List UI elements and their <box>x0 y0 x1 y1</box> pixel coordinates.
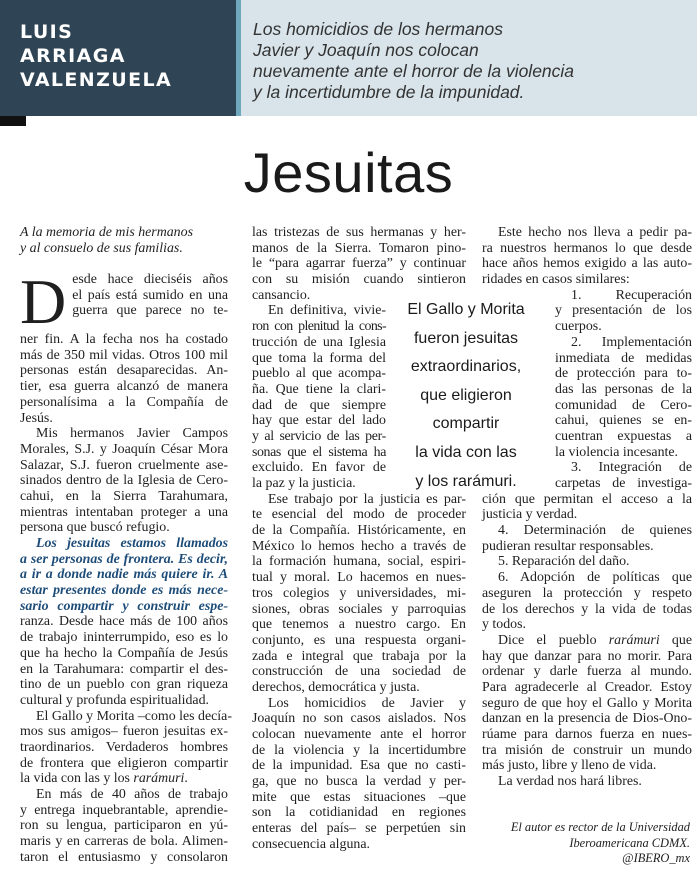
text-line: personas están desaparecidas. An- <box>20 363 228 379</box>
deck-line: Los homicidios de los hermanos <box>253 19 503 39</box>
column-header <box>0 0 697 116</box>
deck-summary <box>241 0 697 116</box>
author-name-line: VALENZUELA <box>20 69 173 91</box>
author-name-box <box>0 0 241 116</box>
pull-quote-line: El Gallo y Morita <box>407 301 525 318</box>
highlight-line: estar presentes donde es más nece- <box>20 583 228 599</box>
text-line: la paz y la justicia. <box>252 476 356 491</box>
text-line: de trabajo ininterrumpido, eso es lo <box>20 630 228 646</box>
pull-quote-line: que eligieron <box>420 386 512 404</box>
text-line: de la Compañía. Históricamente, en <box>252 523 466 539</box>
text-line: con su misión cuando sintieron <box>252 272 466 288</box>
text-line: la violencia incesante. <box>555 444 679 460</box>
pull-quote-line: y los rarámuri. <box>415 472 517 490</box>
highlight-line: Los jesuitas estamos llamados <box>36 536 228 551</box>
article-column-1 <box>20 225 232 865</box>
text-line: trucción de una Iglesia <box>252 334 386 350</box>
text-line: cahui, quienes se en- <box>555 413 692 429</box>
text-line: que ha hecho la Compañía de Jesús <box>20 645 228 661</box>
text-line: ra nuestros hermanos lo que desde <box>482 240 692 256</box>
text-line: das las personas de la <box>555 381 692 397</box>
text-line: zada e integral que trabaja por la <box>252 648 466 664</box>
text-line: En definitiva, vivie- <box>268 303 386 319</box>
text-line: carpetas de investiga- <box>555 476 692 491</box>
text-line: persona que buscó refugio. <box>20 520 170 536</box>
drop-cap: D <box>20 266 67 338</box>
text-line: hay que danzar para no morir. Para <box>482 648 692 664</box>
text-line: dad de que siempre <box>252 397 386 413</box>
text-line: cansancio. <box>252 287 311 303</box>
text-line: de los derechos y la vida de todas <box>482 601 692 617</box>
text-line: y al servicio de las per- <box>252 428 386 444</box>
text-line: siones, obras sociales y parroquias <box>252 601 466 617</box>
emphasis-word: rarámuri <box>608 632 660 648</box>
highlight-line: sario compartir y construir espe- <box>20 598 228 614</box>
text-line: ordenar y darle fuerza al mundo. <box>482 664 692 680</box>
text-line: hace años hemos exigido a las auto- <box>482 256 692 272</box>
dedication-line: A la memoria de mis hermanos <box>20 225 193 240</box>
text-line: cahui, en la Sierra Tarahumara, <box>20 488 228 504</box>
text-line: de la violencia y la incertidumbre <box>252 742 466 758</box>
text-line: Este hecho nos lleva a pedir pa- <box>498 225 692 240</box>
text-line: rúame para darnos fuerza en nues- <box>482 727 692 742</box>
text-line: que toma la forma del <box>252 350 386 366</box>
text-line: son la cotidianidad en regiones <box>252 805 466 821</box>
highlight-line: a ir a donde nadie más quiere ir. A <box>20 567 228 583</box>
pull-quote-line: extraordinarios, <box>410 358 522 376</box>
text-line: tra misión de construir un mundo <box>482 742 692 758</box>
text-line: construcción de una sociedad de <box>252 664 466 680</box>
text-line: cuentran expuestas a <box>555 428 692 444</box>
author-note-line: @IBERO_mx <box>622 851 690 865</box>
text-line: mite que estas situaciones –que <box>252 789 466 805</box>
text-line: 3. Integración de <box>571 460 692 476</box>
text-line: mientras intentaban proteger a una <box>20 504 228 520</box>
pull-quote-line: fueron jesuitas <box>413 329 519 347</box>
text-line: La verdad nos hará libres. <box>498 774 642 790</box>
text-line: ga, que no busca la verdad y per- <box>252 774 466 790</box>
text-line: y presentación de los <box>555 303 692 319</box>
text-line: 6. Adopción de políticas que <box>498 570 692 586</box>
text-line: tual y moral. Lo hacemos en nues- <box>252 570 466 586</box>
text-line: ner fin. A la fecha nos ha costado <box>20 332 228 348</box>
text-line: colocan nuevamente ante el horror <box>252 727 466 742</box>
dedication-line: y al consuelo de sus familias. <box>20 240 183 256</box>
highlight-line: a ser personas de frontera. Es decir, <box>20 551 228 567</box>
text-line: Los homicidios de Javier y <box>268 695 466 711</box>
text-line: de la impunidad. Esa que no casti- <box>252 758 466 774</box>
author-name-line: ARRIAGA <box>20 45 126 67</box>
opening-paragraph <box>20 266 228 426</box>
text-line: Jesús. <box>20 410 53 426</box>
text-line: de frontera que eligieron compartir <box>20 755 228 771</box>
text-line: en la Tarahumara: compartir el des- <box>20 661 228 677</box>
text-line: traordinarios. Verdaderos hombres <box>20 739 228 755</box>
text-line: derechos, democrática y justa. <box>252 679 420 695</box>
text-line: excluido. En favor de <box>252 460 386 476</box>
article-column-3 <box>482 225 692 790</box>
text-line: cuerpos. <box>555 319 602 335</box>
text-line: y todos. <box>482 617 526 633</box>
text-line: 4. Determinación de quienes <box>498 523 692 539</box>
text-line: conjunto, es una respuesta organi- <box>252 632 466 648</box>
text-line: Morales, S.J. y Joaquín César Mora <box>20 441 228 457</box>
author-note-line: El autor es rector de la Universidad <box>510 820 690 834</box>
text-line: la vida con las y los rarámuri. <box>20 771 188 787</box>
text-line: sonas que el sistema ha <box>252 444 386 460</box>
text-line: ña. Que tiene la clari- <box>252 381 386 397</box>
text-line: ranza. Desde hace más de 100 años <box>20 614 228 630</box>
text-line: Salazar, S.J. fueron cruelmente ase- <box>20 457 228 473</box>
text-line: le “para agarrar fuerza” y continuar <box>252 256 466 272</box>
text-line: México lo hemos hecho a través de <box>252 538 466 554</box>
text-line: ron su lengua, participaron en yú- <box>20 818 228 834</box>
text-line: 2. Implementación <box>571 334 692 350</box>
author-note-line: Iberoamericana CDMX. <box>569 835 690 850</box>
text-line: maris y en carreras de bola. Alimen- <box>20 834 228 850</box>
text-line: 1. Recuperación <box>571 287 692 303</box>
text-line: enteras del país– se perpetúen sin <box>252 821 466 837</box>
accent-bar <box>0 116 26 126</box>
text-line: Dice el pueblo rarámuri que <box>498 632 692 648</box>
text-line: guerra que parece no te- <box>72 303 228 319</box>
text-line: te esencial del modo de proceder <box>252 507 466 523</box>
text-line: tier, esa guerra alcanzó de manera <box>20 379 228 395</box>
author-note <box>482 820 690 867</box>
text-line: 5. Reparación del daño. <box>498 554 630 570</box>
text-line: sinados dentro de la Iglesia de Cero- <box>20 473 228 489</box>
pull-quote-line: la vida con las <box>415 443 517 461</box>
text-line: comunidad de Cero- <box>555 397 692 413</box>
text-line: mos sus amigos– fueron jesuitas ex- <box>20 724 228 740</box>
text-line: de protección para to- <box>555 366 692 382</box>
text-line: el país está sumido en una <box>72 287 228 303</box>
text-line: El Gallo y Morita –como les decía- <box>36 708 232 724</box>
text-line: En más de 40 años de trabajo <box>36 787 228 802</box>
text-line: justicia y verdad. <box>482 507 578 523</box>
text-line: consecuencia alguna. <box>252 836 371 852</box>
text-line: Joaquín no son casos aislados. Nos <box>252 711 466 727</box>
text-line: ridades en casos similares: <box>482 272 630 288</box>
text-line: inmediata de medidas <box>555 350 692 366</box>
text-line: tino de un pueblo con gran riqueza <box>20 677 228 693</box>
text-line: cultural y profunda espiritualidad. <box>20 692 210 708</box>
text-line: aseguren la protección y respeto <box>482 585 692 601</box>
text-line: ción que permitan el acceso a la <box>482 491 692 507</box>
text-line: pudieran resultar responsables. <box>482 538 654 554</box>
emphasis-word: rarámuri <box>133 771 185 787</box>
text-line: tros colegios y universidades, mi- <box>252 585 466 601</box>
text-line: pueblo al que acompa- <box>252 366 386 382</box>
text-line: seguro de que hoy el Gallo y Morita <box>482 695 692 711</box>
text-line: más de 350 mil vidas. Otros 100 mil <box>20 347 228 363</box>
text-line: y entrega inquebrantable, aprendie- <box>20 802 228 818</box>
text-line: esde hace dieciséis años <box>72 272 228 288</box>
text-line: hay que estar del lado <box>252 413 386 429</box>
pull-quote-line: compartir <box>432 415 500 433</box>
text-line: danzan en la presencia de Dios-Ono- <box>482 711 692 727</box>
text-line: más justo, libre y lleno de vida. <box>482 758 657 774</box>
text-line: Mis hermanos Javier Campos <box>36 426 228 442</box>
text-line: las tristezas de sus hermanas y her- <box>252 225 466 240</box>
deck-line: nuevamente ante el horror de la violencia <box>253 61 575 81</box>
text-line: taron el entusiasmo y consolaron <box>20 849 228 865</box>
text-line: personalísima a la Compañía de <box>20 394 228 410</box>
text-line: Ese trabajo por la justicia es par- <box>268 491 466 507</box>
deck-line: Javier y Joaquín nos colocan <box>253 40 479 60</box>
text-line: ron con plenitud la cons- <box>252 319 386 335</box>
text-line: manos de la Sierra. Tomaron pino- <box>252 240 466 256</box>
text-line: que tenemos a nuestro cargo. En <box>252 617 466 633</box>
article-title: Jesuitas <box>243 141 454 204</box>
author-name-line: LUIS <box>20 21 74 43</box>
text-line: la formación humana, social, espiri- <box>252 554 466 570</box>
text-line: Para agradecerle al Creador. Estoy <box>482 679 692 695</box>
deck-line: y la incertidumbre de la impunidad. <box>253 82 525 102</box>
